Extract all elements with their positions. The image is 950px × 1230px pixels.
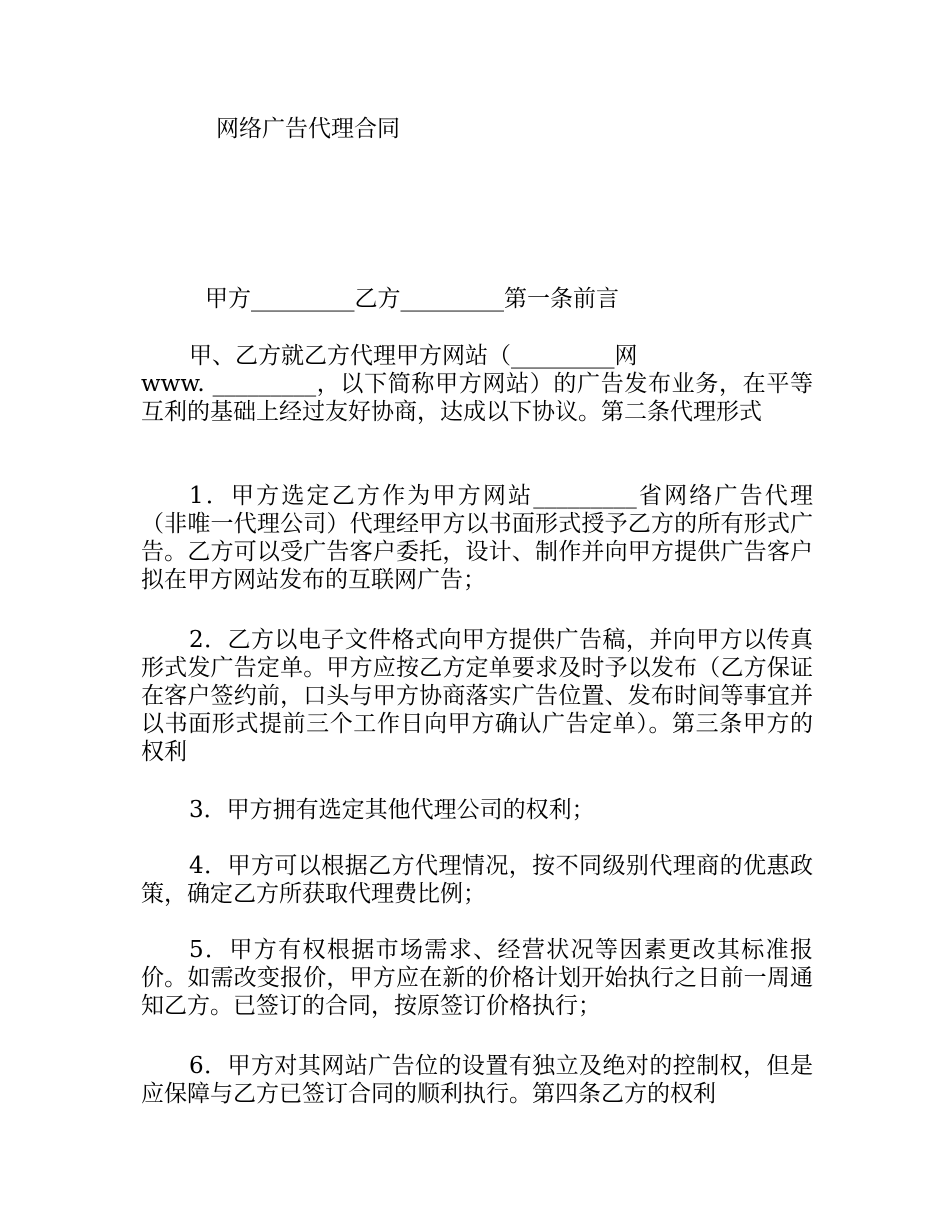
paragraph-text: 5．甲方有权根据市场需求、经营状况等因素更改其标准报价。如需改变报价，甲方应在新的价格计划开始执行之日前一周通知乙方。已签订的合同，按原签订价格执行； — [141, 937, 813, 1019]
paragraph-text — [141, 342, 813, 426]
paragraph-text: 4．甲方可以根据乙方代理情况，按不同级别代理商的优惠政策，确定乙方所获取代理费比例； — [141, 853, 813, 907]
paragraph-text: 1．甲方选定乙方作为甲方网站_________省网络广告代理（非唯一代理公司）代理经甲方以书面形式授予乙方的所有形式广告。乙方可以受广告客户委托，设计、制作并向甲方提供广告客户拟在甲方网站发布的互联网广告； — [141, 483, 813, 593]
paragraph-clause-4 — [141, 852, 813, 908]
paragraph-clause-3 — [141, 796, 813, 824]
paragraph-clause-2 — [141, 626, 813, 766]
paragraph-line: 甲、乙方就乙方代理甲方网站（_________网 — [189, 343, 638, 369]
paragraph-text: 6．甲方对其网站广告位的设置有独立及绝对的控制权，但是应保障与乙方已签订合同的顺利执行。第四条乙方的权利 — [141, 1053, 813, 1107]
parties-line: 甲方_________乙方_________第一条前言 — [205, 286, 619, 312]
paragraph-text: 3．甲方拥有选定其他代理公司的权利； — [189, 797, 595, 823]
paragraph-clause-5 — [141, 936, 813, 1020]
paragraph-preamble — [141, 342, 813, 426]
paragraph-continuation: www. _________，以下简称甲方网站）的广告发布业务，在平等互利的基础上经过友好协商，达成以下协议。第二条代理形式 — [141, 371, 813, 425]
paragraph-text: 2．乙方以电子文件格式向甲方提供广告稿，并向甲方以传真形式发广告定单。甲方应按乙方定单要求及时予以发布（乙方保证在客户签约前，口头与甲方协商落实广告位置、发布时间等事宜并以书面形式提前三个工作日向甲方确认广告定单）。第三条甲方的权利 — [141, 627, 813, 765]
document-title: 网络广告代理合同 — [216, 116, 400, 142]
paragraph-clause-1 — [141, 482, 813, 594]
paragraph-clause-6 — [141, 1052, 813, 1108]
